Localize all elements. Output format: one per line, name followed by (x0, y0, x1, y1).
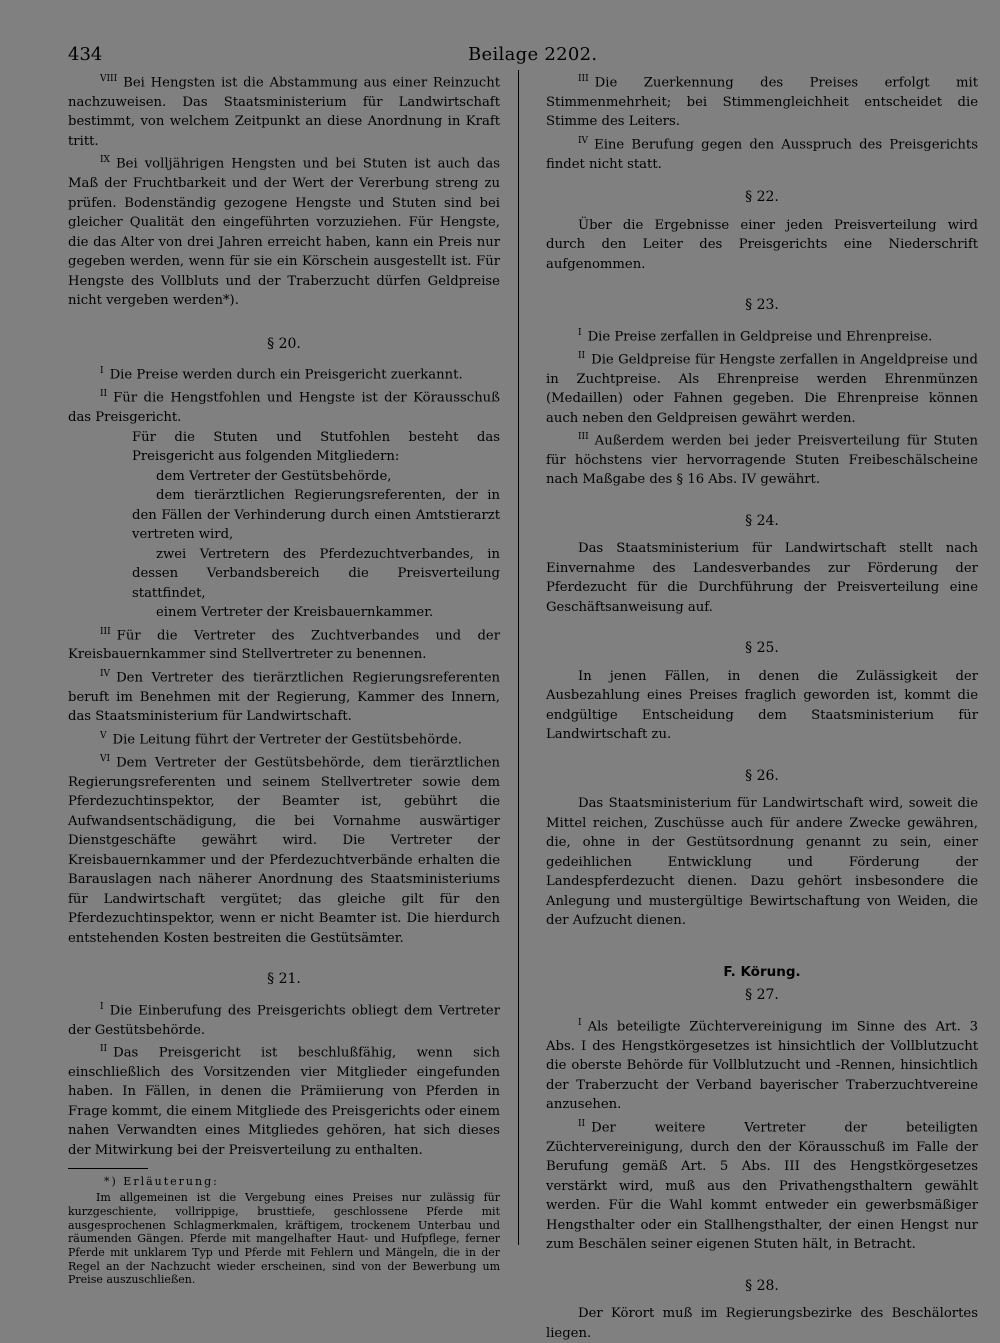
section-heading-25: § 25. (745, 640, 779, 657)
footnote (68, 1175, 500, 1287)
paragraph-text: Der weitere Vertreter der beteiligten Züchtervereinigung, durch den der Körausschuß im Falle der Berufung gemäß Art. 5 Abs. III des Hengstkörgesetzes verstärkt wird, muß aus den Privathengsthaltern gewählt werden. Für die Wahl kommt entweder ein gewerbsmäßiger Hengsthalter oder ein Stallhengsthalter, der einen Hengst nur zum Beschälen seiner eigenen Stuten hält, in Betracht. (546, 1120, 978, 1253)
paragraph-text: Das Preisgericht ist beschlußfähig, wenn sich einschließlich des Vorsitzenden vier Mitglieder eingefunden haben. In Fällen, in denen die Prämiierung von Pferden in Frage kommt, die einem Mitgliede des Preisgerichts oder einem nahen Verwandten eines Mitgliedes gehören, hat sich dieses der Mitwirkung bei der Preisverteilung zu enthalten. (68, 1045, 500, 1158)
footnote-text: Im allgemeinen ist die Vergebung eines Preises nur zulässig für kurzgeschiente, vollrippige, brusttiefe, geschlossene Pferde mit ausgesprochenen Schlagmerkmalen, kräftigem, trockenem Unterbau und räumenden Gängen. Pferde mit mangelhafter Haut- und Hufpflege, ferner Pferde mit unklarem Typ und Pferde mit Fehlern und Mängeln, die in der Regel an der Nachzucht wieder erscheinen, sind von der Bewerbung um Preise auszuschließen. (68, 1191, 500, 1287)
section-heading-20: § 20. (267, 335, 301, 352)
paragraph-number: VI (100, 753, 111, 764)
paragraph-text: Als beteiligte Züchtervereinigung im Sinne des Art. 3 Abs. I des Hengstkörgesetzes ist hinsichtlich der Vollblutzucht die oberste Behörde für Vollblutzucht und -Rennen, hinsichtlich der Traberzucht der Verband bayerischer Traberzuchtvereine anzusehen. (546, 1019, 978, 1113)
paragraph-text: Dem Vertreter der Gestütsbehörde, dem tierärztlichen Regierungsreferenten und seinem Stellvertreter sowie dem Pferdezuchtinspektor, der Beamter ist, gebührt die Aufwandsentschädigung, die bei Vornahme auswärtiger Dienstgeschäfte gewährt wird. Die Vertreter der Kreisbauernkammer und der Pferdezuchtverbände erhalten die Barauslagen nach näherer Anordnung des Staatsministeriums für Landwirtschaft vergütet; das gleiche gilt für den Pferdezuchtinspektor, wenn er nicht Beamter ist. Die hierdurch entstehenden Kosten bestreiten die Gestütsämter. (68, 755, 500, 946)
paragraph (546, 70, 978, 132)
list-item: dem Vertreter der Gestütsbehörde, (156, 468, 392, 484)
paragraph-text: Die Einberufung des Preisgerichts obliegt dem Vertreter der Gestütsbehörde. (68, 1003, 500, 1038)
paragraph-text: Die Zuerkennung des Preises erfolgt mit Stimmenmehrheit; bei Stimmengleichheit entscheidet die Stimme des Leiters. (546, 75, 978, 130)
list-item: dem tierärztlichen Regierungsreferenten, der in den Fällen der Verhinderung durch einen Amtstierarzt vertreten wird, (132, 488, 500, 543)
paragraph (546, 428, 978, 490)
section-heading-23: § 23. (745, 297, 779, 314)
paragraph (68, 750, 500, 948)
paragraph (68, 151, 500, 310)
page-header (0, 0, 1000, 65)
paragraph (546, 1115, 978, 1255)
paragraph: In jenen Fällen, in denen die Zulässigkeit der Ausbezahlung eines Preises fraglich geworden ist, kommt die endgültige Entscheidung dem Staatsministerium für Landwirtschaft zu. (546, 668, 978, 743)
paragraph (68, 998, 500, 1040)
paragraph (68, 385, 500, 427)
section-heading-21: § 21. (267, 971, 301, 988)
paragraph (68, 1040, 500, 1160)
paragraph-number: VIII (100, 74, 118, 84)
section-heading-28: § 28. (745, 1277, 779, 1294)
paragraph-number: I (100, 1001, 104, 1012)
paragraph-text: Eine Berufung gegen den Ausspruch des Preisgerichts findet nicht statt. (546, 137, 978, 172)
paragraph (68, 623, 500, 665)
paragraph-text: Für die Vertreter des Zuchtverbandes und der Kreisbauernkammer sind Stellvertreter zu benennen. (68, 627, 500, 663)
footnote-heading: *) Erläuterung: (104, 1175, 219, 1189)
paragraph-number: I (100, 366, 104, 377)
right-column (546, 70, 978, 1343)
paragraph-text: Die Preise werden durch ein Preisgericht zuerkannt. (109, 367, 463, 383)
paragraph-text: Für die Hengstfohlen und Hengste ist der Körausschuß das Preisgericht. (68, 390, 500, 426)
paragraph-text: Bei Hengsten ist die Abstammung aus einer Reinzucht nachzuweisen. Das Staatsministerium für Landwirtschaft bestimmt, von welchem Zeitpunkt an diese Anordnung in Kraft tritt. (68, 75, 500, 149)
page-number: 434 (68, 44, 103, 65)
section-heading-26: § 26. (745, 767, 779, 784)
paragraph-text: Außerdem werden bei jeder Preisverteilung für Stuten für höchstens vier hervorragende Stuten Freibeschälscheine nach Maßgabe des § 16 Abs. IV gewährt. (546, 433, 978, 488)
paragraph-number: II (100, 389, 108, 400)
paragraph-text: Die Preise zerfallen in Geldpreise und Ehrenpreise. (587, 329, 933, 345)
paragraph-number: IV (578, 135, 589, 146)
paragraph-number: III (578, 74, 589, 84)
paragraph (546, 347, 978, 428)
paragraph-number: II (100, 1044, 108, 1055)
left-column (68, 70, 500, 1287)
paragraph (546, 132, 978, 174)
paragraph-text: Die Geldpreise für Hengste zerfallen in Angeldpreise und in Zuchtpreise. Als Ehrenpreise werden Ehrenmünzen (Medaillen) oder Fahnen gegeben. Die Ehrenpreise können auch neben den Geldpreisen gewährt werden. (546, 352, 978, 426)
paragraph-text: Für die Stuten und Stutfohlen besteht das Preisgericht aus folgenden Mitgliedern: (132, 429, 500, 465)
paragraph-number: III (578, 432, 589, 443)
paragraph-text: Bei volljährigen Hengsten und bei Stuten ist auch das Maß der Fruchtbarkeit und der Wert der Vererbung streng zu prüfen. Bodenständig gezogene Hengste und Stuten sind bei gleicher Qualität den eingeführten vorzuziehen. Für Hengste, die das Alter von drei Jahren erreicht haben, kann ein Preis nur gegeben werden, wenn für sie ein Körschein ausgestellt ist. Für Hengste des Vollbluts und der Traberzucht dürfen Geldpreise nicht vergeben werden*). (68, 156, 500, 309)
paragraph (68, 428, 500, 467)
paragraph-number: IX (100, 155, 110, 166)
paragraph (68, 727, 500, 750)
paragraph (546, 324, 978, 347)
paragraph: Das Staatsministerium für Landwirtschaft wird, soweit die Mittel reichen, Zuschüsse auch für andere Zwecke gewähren, die, ohne in der Gestütsordnung genannt zu sein, einer gedeihlichen Entwicklung und Förderung der Landespferdezucht dienen. Dazu gehört insbesondere die Anlegung und mustergültige Bewirtschaftung von Weiden, die der Aufzucht dienen. (546, 796, 978, 929)
paragraph-number: I (578, 327, 582, 338)
paragraph (68, 362, 500, 385)
chapter-title: F. Körung. (723, 963, 801, 980)
paragraph-number: II (578, 1118, 586, 1129)
paragraph (546, 1014, 978, 1115)
section-heading-24: § 24. (745, 512, 779, 529)
paragraph-number: III (100, 626, 111, 637)
paragraph: Das Staatsministerium für Landwirtschaft stellt nach Einvernahme des Landesverbandes zur Förderung der Pferdezucht für die Durchführung der Preisverteilung eine Geschäftsanweisung auf. (546, 541, 978, 615)
column-divider (518, 70, 519, 1245)
paragraph (68, 665, 500, 727)
paragraph-text: Die Leitung führt der Vertreter der Gestütsbehörde. (112, 732, 462, 748)
section-heading-22: § 22. (745, 189, 779, 206)
paragraph-text: Den Vertreter des tierärztlichen Regierungsreferenten beruft im Benehmen mit der Regierung, Kammer des Innern, das Staatsministerium für Landwirtschaft. (68, 670, 500, 725)
paragraph-number: V (100, 730, 107, 741)
page-title: Beilage 2202. (468, 44, 598, 65)
paragraph: Der Körort muß im Regierungsbezirke des Beschälortes liegen. (546, 1306, 978, 1341)
paragraph-number: IV (100, 668, 111, 679)
list-item: zwei Vertretern des Pferdezuchtverbandes, in dessen Verbandsbereich die Preisverteilung stattfindet, (132, 546, 500, 601)
paragraph: Über die Ergebnisse einer jeden Preisverteilung wird durch den Leiter des Preisgerichts eine Niederschrift aufgenommen. (546, 217, 978, 272)
list-item: einem Vertreter der Kreisbauernkammer. (156, 605, 434, 621)
paragraph (68, 70, 500, 151)
paragraph-number: II (578, 350, 586, 361)
paragraph-number: I (578, 1017, 582, 1028)
footnote-rule (68, 1168, 148, 1169)
section-heading-27: § 27. (745, 987, 779, 1004)
